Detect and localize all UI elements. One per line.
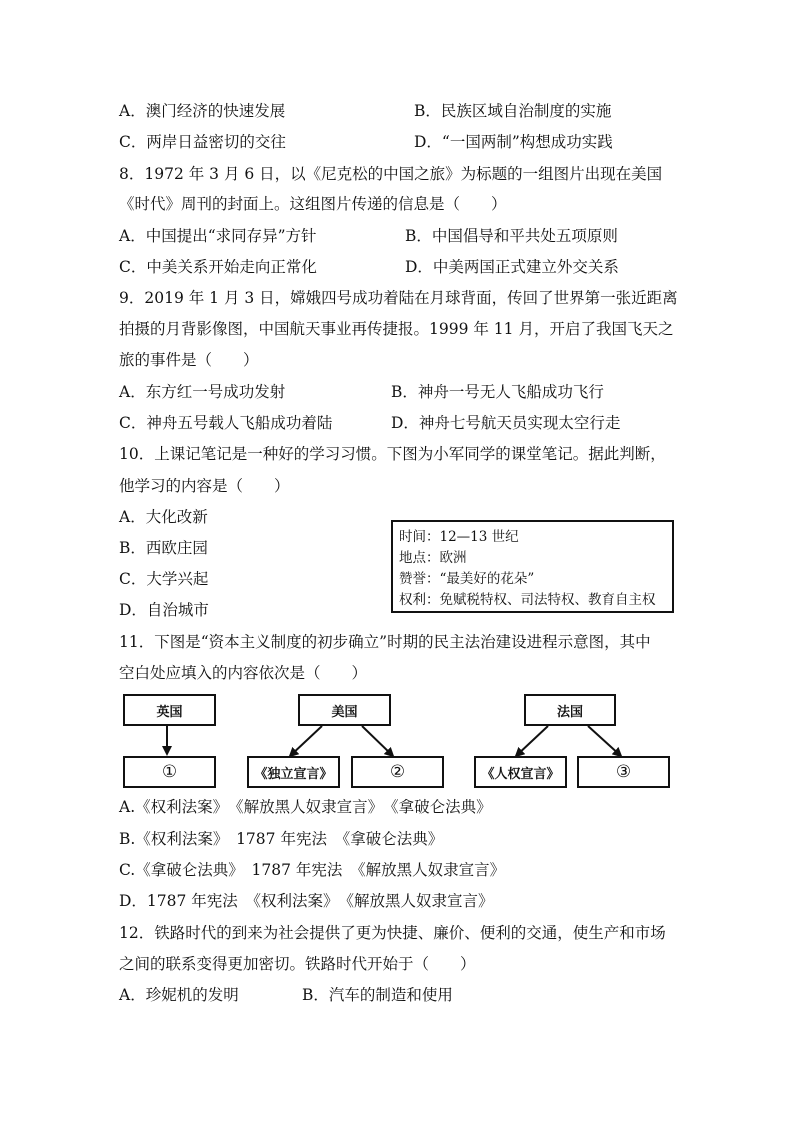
q10-stem-line1: 10．上课记笔记是一种好的学习习惯。下图为小军同学的课堂笔记。据此判断，: [119, 445, 666, 463]
arrow-france-left: [516, 726, 548, 756]
q11-option-d: D．1787 年宪法 《权利法案》 《解放黑人奴隶宣言》: [119, 892, 494, 910]
q8-option-d: D．中美两国正式建立外交关系: [405, 258, 619, 276]
q10-stem-line2: 他学习的内容是（ ）: [119, 477, 290, 495]
q11-stem-line2: 空白处应填入的内容依次是（ ）: [119, 664, 368, 682]
q7-option-b: B．民族区域自治制度的实施: [414, 102, 612, 120]
diagram-box-declaration-rights: 《人权宣言》: [474, 756, 567, 788]
arrow-usa-left: [290, 726, 322, 756]
q9-option-a: A．东方红一号成功发射: [119, 383, 286, 401]
diagram-box-usa: 美国: [298, 694, 391, 726]
q9-stem-line3: 旅的事件是（ ）: [119, 351, 259, 369]
q12-option-b: B．汽车的制造和使用: [302, 986, 453, 1004]
q9-option-b: B．神舟一号无人飞船成功飞行: [391, 383, 604, 401]
diagram-box-france: 法国: [524, 694, 616, 726]
q7-option-c: C．两岸日益密切的交往: [119, 133, 286, 151]
arrow-usa-right: [362, 726, 393, 756]
note-time: 时间：12—13 世纪: [399, 529, 519, 545]
diagram-blank-3: ③: [577, 756, 670, 788]
q9-option-c: C．神舟五号载人飞船成功着陆: [119, 414, 333, 432]
q10-option-d: D．自治城市: [119, 601, 209, 619]
q10-option-b: B．西欧庄园: [119, 539, 208, 557]
note-rights: 权利：免赋税特权、司法特权、教育自主权: [399, 592, 656, 608]
q12-stem-line2: 之间的联系变得更加密切。铁路时代开始于（ ）: [119, 955, 476, 973]
q8-option-b: B．中国倡导和平共处五项原则: [405, 227, 618, 245]
q9-option-d: D．神舟七号航天员实现太空行走: [391, 414, 621, 432]
q11-option-b: B.《权利法案》 1787 年宪法 《拿破仑法典》: [119, 830, 444, 848]
diagram-box-declaration-independence: 《独立宣言》: [247, 756, 340, 788]
q9-stem-line1: 9．2019 年 1 月 3 日，嫦娥四号成功着陆在月球背面，传回了世界第一张近距离: [119, 289, 678, 307]
q8-option-a: A．中国提出“求同存异”方针: [119, 227, 317, 245]
q9-stem-line2: 拍摄的月背影像图，中国航天事业再传捷报。1999 年 11 月，开启了我国飞天之: [119, 320, 674, 338]
q8-stem-line2: 《时代》周刊的封面上。这组图片传递的信息是（ ）: [119, 195, 507, 213]
note-place: 地点：欧洲: [399, 550, 467, 566]
q11-stem-line1: 11．下图是“资本主义制度的初步确立”时期的民主法治建设进程示意图，其中: [119, 633, 651, 651]
q7-option-d: D．“一国两制”构想成功实践: [414, 133, 613, 151]
q8-stem-line1: 8．1972 年 3 月 6 日，以《尼克松的中国之旅》为标题的一组图片出现在美国: [119, 165, 663, 183]
note-praise: 赞誉：“最美好的花朵”: [399, 571, 535, 587]
q8-option-c: C．中美关系开始走向正常化: [119, 258, 317, 276]
q10-option-c: C．大学兴起: [119, 570, 209, 588]
diagram-blank-2: ②: [351, 756, 444, 788]
q12-option-a: A．珍妮机的发明: [119, 986, 239, 1004]
q12-stem-line1: 12．铁路时代的到来为社会提供了更为快捷、廉价、便利的交通，使生产和市场: [119, 924, 666, 942]
q7-option-a: A．澳门经济的快速发展: [119, 102, 286, 120]
diagram-box-britain: 英国: [123, 694, 216, 726]
q11-option-a: A.《权利法案》 《解放黑人奴隶宣言》 《拿破仑法典》: [119, 798, 492, 816]
arrow-france-right: [588, 726, 621, 756]
q11-option-c: C.《拿破仑法典》 1787 年宪法 《解放黑人奴隶宣言》: [119, 861, 506, 879]
q10-option-a: A．大化改新: [119, 508, 208, 526]
diagram-blank-1: ①: [123, 756, 216, 788]
